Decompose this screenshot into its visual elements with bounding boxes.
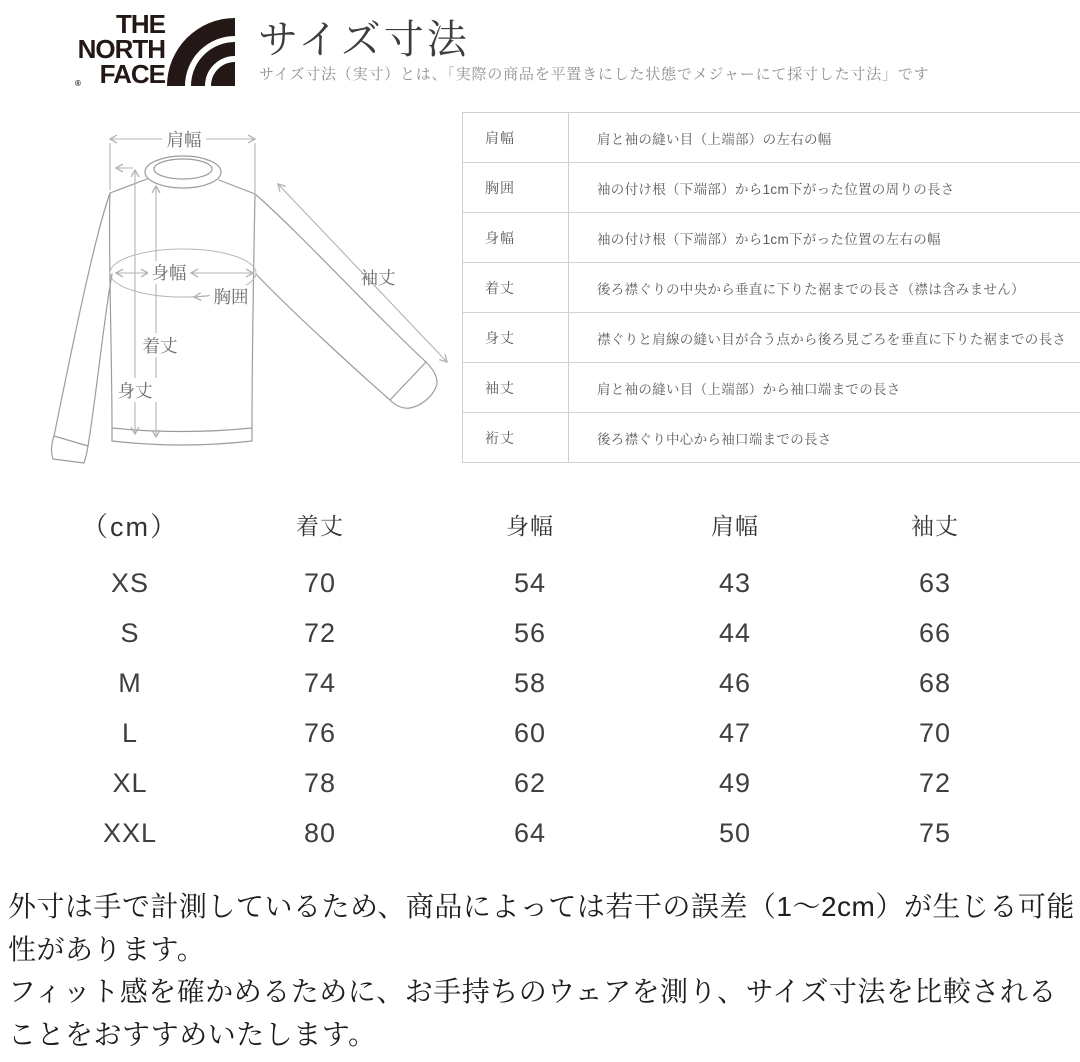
page-title: サイズ寸法	[258, 18, 470, 62]
north-face-logo	[63, 6, 241, 92]
half-dome-icon	[167, 18, 235, 86]
definition-desc: 袖の付け根（下端部）から1cm下がった位置の左右の幅	[597, 231, 941, 247]
size-value: 46	[718, 667, 752, 698]
label-shoulder-width: 肩幅	[166, 130, 202, 150]
label-body-length: 身丈	[117, 381, 153, 401]
size-value: 78	[303, 767, 337, 798]
definition-desc: 袖の付け根（下端部）から1cm下がった位置の周りの長さ	[597, 181, 955, 197]
size-chart-table	[40, 498, 1040, 858]
definition-term: 袖丈	[463, 363, 569, 412]
shirt-outline	[52, 156, 437, 463]
measure-lines	[110, 139, 447, 437]
size-value: 63	[918, 567, 952, 598]
size-value: 50	[718, 817, 752, 848]
definition-desc: 後ろ襟ぐりの中央から垂直に下りた裾までの長さ（襟は含みません）	[597, 281, 1025, 297]
label-length: 着丈	[142, 336, 178, 356]
definition-row	[463, 363, 1080, 413]
measurement-notes	[8, 886, 1076, 1056]
size-value: 44	[718, 617, 752, 648]
size-value: 54	[513, 567, 547, 598]
size-value: 75	[918, 817, 952, 848]
page-subtitle: サイズ寸法（実寸）とは、「実際の商品を平置きにした状態でメジャーにて採寸した寸法」です	[259, 66, 930, 83]
size-value: 76	[303, 717, 337, 748]
definition-term: 胸囲	[463, 163, 569, 212]
definition-term: 裄丈	[463, 413, 569, 462]
size-value: 43	[718, 567, 752, 598]
size-value: 66	[918, 617, 952, 648]
size-label: XS	[110, 567, 150, 598]
size-value: 56	[513, 617, 547, 648]
definition-row	[463, 213, 1080, 263]
size-value: 72	[918, 767, 952, 798]
definition-term: 着丈	[463, 263, 569, 312]
definition-term: 身丈	[463, 313, 569, 362]
note-tolerance: 外寸は手で計測しているため、商品によっては若干の誤差（1～2cm）が生じる可能性があります。	[8, 891, 1075, 965]
size-row-xxl	[40, 808, 1040, 858]
size-value: 68	[918, 667, 952, 698]
size-col-shoulder: 肩幅	[711, 512, 759, 539]
size-table-header	[40, 498, 1040, 550]
definition-row	[463, 263, 1080, 313]
label-sleeve-length: 袖丈	[360, 268, 396, 288]
size-value: 49	[718, 767, 752, 798]
size-label: M	[118, 667, 142, 698]
size-row-xl	[40, 758, 1040, 808]
logo-line2: NORTH	[77, 34, 165, 64]
size-value: 70	[303, 567, 337, 598]
label-chest: 胸囲	[213, 287, 249, 307]
size-value: 74	[303, 667, 337, 698]
definition-desc: 肩と袖の縫い目（上端部）から袖口端までの長さ	[597, 381, 901, 397]
size-col-sleeve: 袖丈	[911, 512, 959, 539]
logo-line3: FACE	[99, 59, 165, 89]
size-label: XXL	[102, 817, 158, 848]
definition-row	[463, 163, 1080, 213]
logo-wordmark	[75, 9, 166, 89]
size-value: 62	[513, 767, 547, 798]
size-row-s	[40, 608, 1040, 658]
size-value: 58	[513, 667, 547, 698]
definition-desc: 後ろ襟ぐり中心から袖口端までの長さ	[597, 431, 832, 447]
size-col-unit: （cm）	[81, 511, 179, 542]
garment-diagram	[38, 106, 478, 486]
size-col-length: 着丈	[296, 512, 344, 539]
definition-term: 肩幅	[463, 113, 569, 162]
size-label: S	[120, 617, 140, 648]
size-label: L	[121, 717, 139, 748]
size-value: 70	[918, 717, 952, 748]
size-value: 60	[513, 717, 547, 748]
size-value: 47	[718, 717, 752, 748]
definition-row	[463, 413, 1080, 463]
size-row-m	[40, 658, 1040, 708]
label-body-width: 身幅	[151, 263, 187, 283]
definition-desc: 襟ぐりと肩線の縫い目が合う点から後ろ見ごろを垂直に下りた裾までの長さ	[597, 331, 1067, 347]
size-label: XL	[112, 767, 148, 798]
definition-row	[463, 113, 1080, 163]
note-fit-advice: フィット感を確かめるために、お手持ちのウェアを測り、サイズ寸法を比較されることをおすすめいたします。	[8, 976, 1057, 1050]
definition-row	[463, 313, 1080, 363]
size-value: 64	[513, 817, 547, 848]
size-value: 72	[303, 617, 337, 648]
size-row-xs	[40, 558, 1040, 608]
definition-desc: 肩と袖の縫い目（上端部）の左右の幅	[597, 131, 832, 147]
size-row-l	[40, 708, 1040, 758]
definition-term: 身幅	[463, 213, 569, 262]
size-value: 80	[303, 817, 337, 848]
measurement-definitions-table	[462, 112, 1080, 463]
size-col-body-width: 身幅	[506, 512, 554, 539]
logo-line1: THE	[116, 9, 165, 39]
registered-mark: ®	[75, 79, 81, 88]
